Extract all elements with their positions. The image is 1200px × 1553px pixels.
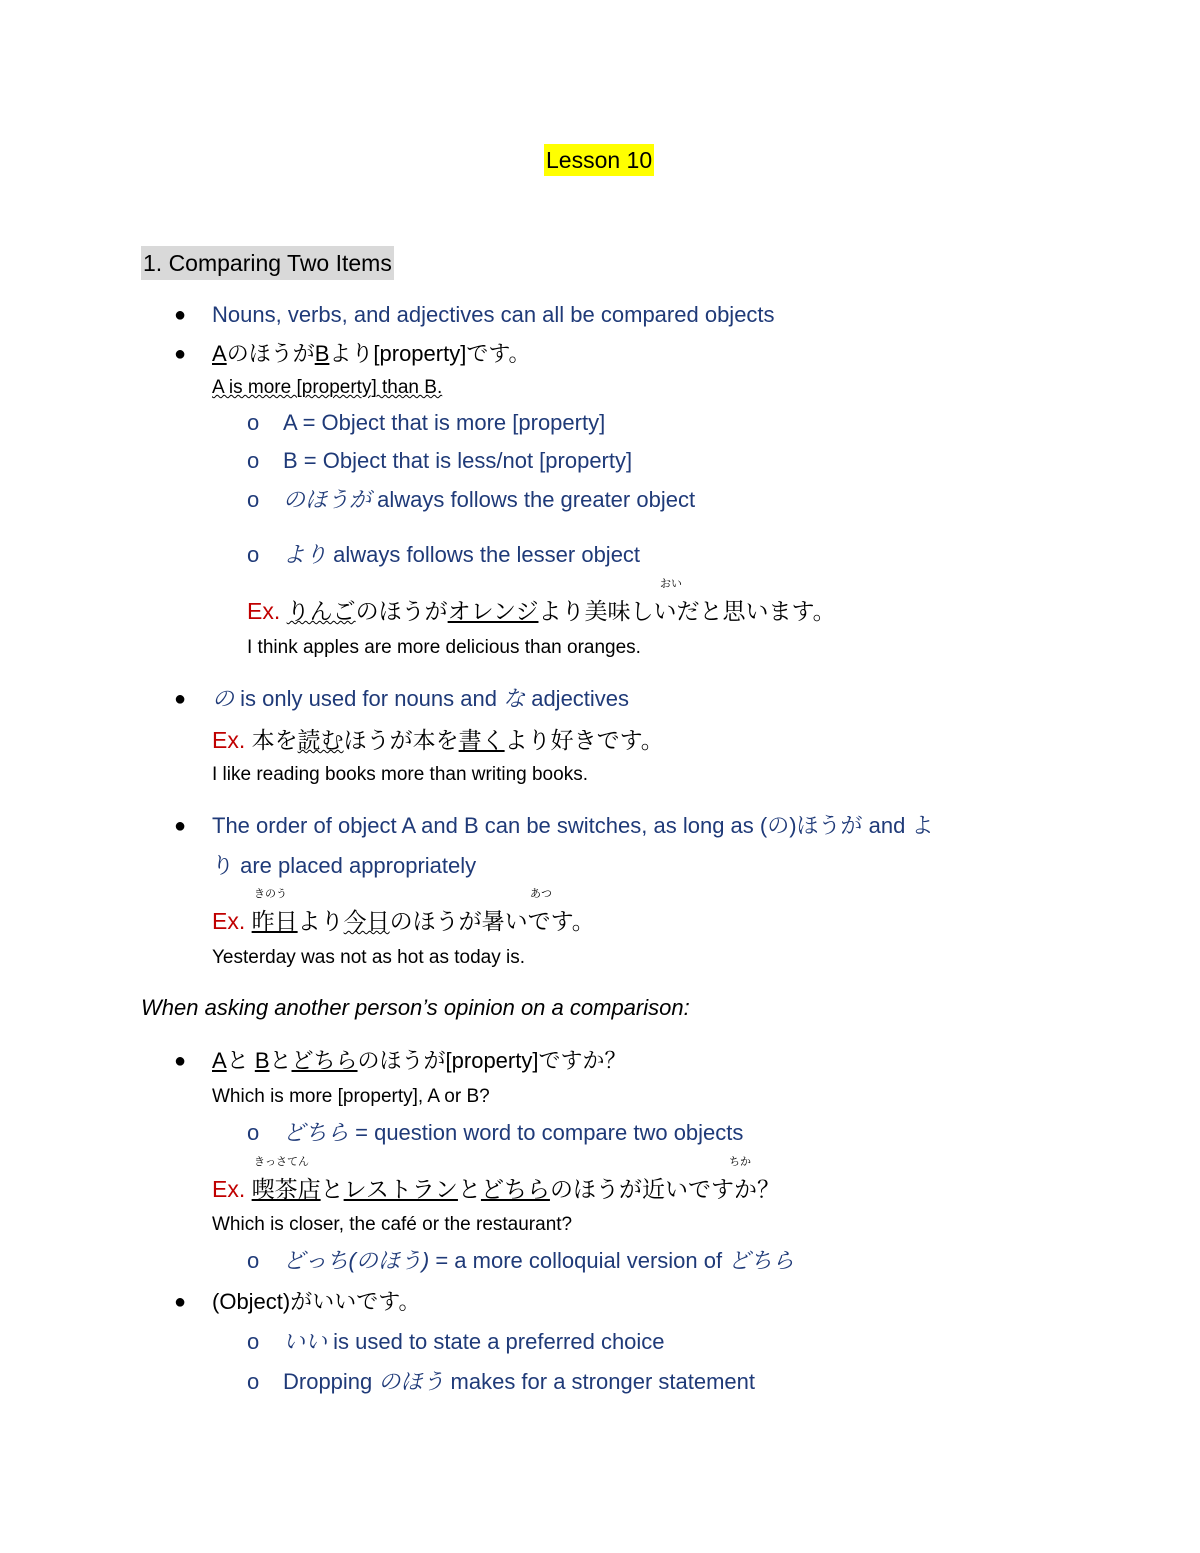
- pattern-gloss: A is more [property] than B.: [212, 377, 443, 398]
- jp-term: のほうが: [283, 487, 372, 512]
- example-part: 本を: [251, 727, 298, 753]
- bullet-icon: ●: [174, 1050, 187, 1072]
- question-gloss: Which is more [property], A or B?: [212, 1086, 490, 1107]
- bullet-order: The order of object A and B can be switches, as long as (の)ほうが and よ: [212, 813, 934, 838]
- jp-term: どちら: [728, 1248, 795, 1273]
- example-word: オレンジ: [447, 598, 539, 624]
- jp-term: の: [212, 686, 235, 711]
- page-title: Lesson 10: [544, 144, 654, 176]
- example-part: より美味しいだと思います。: [538, 598, 836, 624]
- example-word: 今日: [343, 908, 390, 934]
- jp-term: のほう: [378, 1369, 445, 1394]
- example-label: Ex.: [212, 727, 246, 753]
- furigana: きのう: [254, 888, 287, 900]
- example-word: 喫茶店: [251, 1176, 321, 1202]
- pattern-a: A: [212, 341, 227, 366]
- sub-bullet-text: = a more colloquial version of: [429, 1248, 729, 1273]
- circle-bullet-icon: o: [247, 1248, 260, 1273]
- example-word: 読む: [297, 727, 344, 753]
- sub-bullet-text: is used to state a preferred choice: [327, 1329, 665, 1354]
- sub-bullet: [283, 1328, 665, 1356]
- example-part: と: [320, 1176, 344, 1202]
- example-word: 昨日: [251, 908, 298, 934]
- sub-bullet: [283, 1368, 755, 1396]
- jp-term: どちら: [283, 1120, 350, 1145]
- bullet-compared-objects: Nouns, verbs, and adjectives can all be compared objects: [212, 302, 775, 327]
- pattern-part: のほうが[property]ですか？: [357, 1048, 627, 1073]
- bullet-icon: ●: [174, 304, 187, 326]
- example-label: Ex.: [212, 1176, 246, 1202]
- example-sentence: [212, 1175, 780, 1203]
- sub-bullet-text: makes for a stronger statement: [444, 1369, 755, 1394]
- jp-term: いい: [283, 1329, 328, 1354]
- pattern-b: B: [254, 1048, 270, 1073]
- sub-bullet-text: Dropping: [283, 1369, 379, 1394]
- example-word: 書く: [458, 727, 505, 753]
- pattern-a: A: [212, 1048, 227, 1073]
- question-pattern: [212, 1047, 626, 1075]
- jp-term: どっち(のほう): [283, 1248, 430, 1273]
- furigana: きっさてん: [254, 1156, 309, 1168]
- example-sentence: [212, 907, 595, 935]
- furigana: おい: [660, 578, 682, 590]
- asking-heading: When asking another person’s opinion on a comparison:: [141, 995, 690, 1020]
- bullet-order-cont: り are placed appropriately: [212, 853, 477, 878]
- example-part: ほうが本を: [343, 727, 459, 753]
- sub-bullet: [283, 1247, 794, 1275]
- example-part: より: [297, 908, 344, 934]
- bullet-text: adjectives: [525, 686, 630, 711]
- sub-bullet: B = Object that is less/not [property]: [283, 448, 633, 473]
- sub-bullet: [283, 486, 695, 514]
- pattern-part: のほうが: [226, 341, 315, 366]
- sub-bullet-text: = question word to compare two objects: [349, 1120, 744, 1145]
- pattern-part: と: [269, 1048, 292, 1073]
- example-part: のほうが近いですか？: [549, 1176, 780, 1202]
- example-sentence: [247, 597, 836, 625]
- example-word: レストラン: [343, 1176, 458, 1202]
- sub-bullet-text: always follows the lesser object: [327, 542, 641, 567]
- example-sentence: [212, 726, 664, 754]
- bullet-no-usage: [212, 685, 629, 713]
- pattern-word: どちら: [291, 1048, 358, 1073]
- example-word: りんご: [286, 598, 356, 624]
- circle-bullet-icon: o: [247, 410, 260, 435]
- pattern-b: B: [314, 341, 330, 366]
- circle-bullet-icon: o: [247, 487, 260, 512]
- example-part: より好きです。: [504, 727, 664, 753]
- jp-term: より: [283, 542, 328, 567]
- example-part: のほうが: [355, 598, 448, 624]
- circle-bullet-icon: o: [247, 1329, 260, 1354]
- bullet-icon: ●: [174, 688, 187, 710]
- bullet-icon: ●: [174, 343, 187, 365]
- bullet-text: is only used for nouns and: [234, 686, 504, 711]
- example-part: のほうが暑いです。: [389, 908, 595, 934]
- example-translation: I like reading books more than writing books.: [212, 764, 588, 785]
- furigana: あつ: [530, 888, 552, 900]
- example-word: どちら: [480, 1176, 550, 1202]
- pattern-line: [212, 340, 531, 368]
- pattern-part: と: [226, 1048, 255, 1073]
- furigana: ちか: [729, 1156, 751, 1168]
- sub-bullet: [283, 541, 640, 569]
- example-part: と: [457, 1176, 481, 1202]
- circle-bullet-icon: o: [247, 1120, 260, 1145]
- bullet-icon: ●: [174, 1291, 187, 1313]
- example-translation: Which is closer, the café or the restaurant?: [212, 1214, 573, 1235]
- section-heading: 1. Comparing Two Items: [141, 246, 394, 280]
- pattern-part: より[property]です。: [329, 341, 531, 366]
- jp-term: な: [503, 686, 526, 711]
- example-translation: I think apples are more delicious than oranges.: [247, 637, 641, 658]
- bullet-icon: ●: [174, 815, 187, 837]
- example-label: Ex.: [247, 598, 281, 624]
- preference-pattern: (Object)がいいです。: [212, 1289, 421, 1314]
- circle-bullet-icon: o: [247, 542, 260, 567]
- sub-bullet: [283, 1119, 743, 1147]
- circle-bullet-icon: o: [247, 1369, 260, 1394]
- sub-bullet-text: always follows the greater object: [371, 487, 696, 512]
- circle-bullet-icon: o: [247, 448, 260, 473]
- example-translation: Yesterday was not as hot as today is.: [212, 947, 525, 968]
- example-label: Ex.: [212, 908, 246, 934]
- sub-bullet: A = Object that is more [property]: [283, 410, 606, 435]
